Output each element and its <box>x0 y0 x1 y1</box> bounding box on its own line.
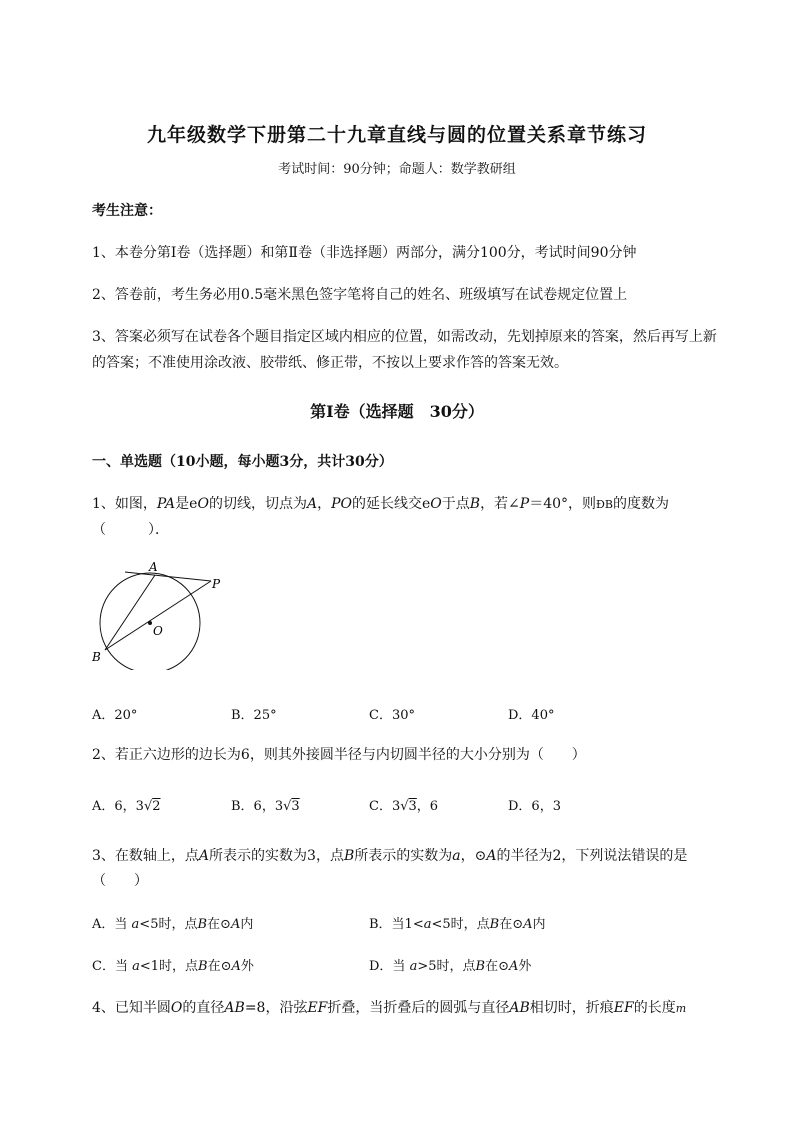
chord-ab <box>105 575 155 650</box>
question-1-text: 1、如图，PA是eO的切线，切点为A，PO的延长线交eO于点B，若∠P＝40°，则ÐB的度数为 <box>92 496 670 512</box>
label-p: P <box>212 577 221 591</box>
q2-option-a[interactable]: A．6，3√2 <box>92 799 161 814</box>
q2-option-b[interactable]: B．6，3√3 <box>231 799 300 814</box>
q1-option-d[interactable]: D．40° <box>508 708 555 723</box>
q1-option-b[interactable]: B．25° <box>231 708 277 723</box>
q2-option-d[interactable]: D．6，3 <box>508 799 561 814</box>
notice-item-2: 2、答卷前，考生务必用0.5毫米黑色签字笔将自己的姓名、班级填写在试卷规定位置上 <box>92 287 628 303</box>
question-3-text: 3、在数轴上，点A所表示的实数为3，点B所表示的实数为a，⊙A的半径为2，下列说法错误的是 <box>92 848 688 864</box>
question-3-blank: （ ） <box>92 873 148 889</box>
exam-info: 考试时间：90分钟；命题人：数学教研组 <box>278 162 516 177</box>
page-title: 九年级数学下册第二十九章直线与圆的位置关系章节练习 <box>146 124 647 146</box>
label-b: B <box>92 650 101 664</box>
question-1-blank: （ ）． <box>92 522 169 538</box>
part-heading: 一、单选题（10小题，每小题3分，共计30分） <box>92 454 393 470</box>
q1-option-c[interactable]: C．30° <box>369 708 415 723</box>
label-o: O <box>153 624 163 638</box>
question-2-text: 2、若正六边形的边长为6，则其外接圆半径与内切圆半径的大小分别为（ ） <box>92 747 586 763</box>
label-a: A <box>149 560 158 574</box>
q1-option-a[interactable]: A．20° <box>92 708 138 723</box>
notice-item-1: 1、本卷分第I卷（选择题）和第Ⅱ卷（非选择题）两部分，满分100分，考试时间90分钟 <box>92 245 637 261</box>
secant-line-pb <box>105 581 211 650</box>
question-4-text: 4、已知半圆O的直径AB=8，沿弦EF折叠，当折叠后的圆弧与直径AB相切时，折痕EF的长度m <box>92 1000 687 1016</box>
circle-tangent-figure <box>85 555 235 670</box>
notice-heading: 考生注意： <box>92 203 162 219</box>
q3-option-b[interactable]: B．当1<a<5时，点B在⊙A内 <box>369 917 546 932</box>
tangent-line-pa <box>125 572 211 581</box>
q2-option-c[interactable]: C．3√3，6 <box>369 799 439 814</box>
center-point-o <box>148 621 152 625</box>
q3-option-d[interactable]: D．当 a>5时，点B在⊙A外 <box>369 959 532 974</box>
notice-item-3-cont: 的答案；不准使用涂改液、胶带纸、修正带，不按以上要求作答的答案无效。 <box>92 355 568 371</box>
q3-option-c[interactable]: C．当 a<1时，点B在⊙A外 <box>92 959 254 974</box>
section-title: 第I卷（选择题 30分） <box>310 402 484 421</box>
notice-item-3: 3、答案必须写在试卷各个题目指定区域内相应的位置，如需改动，先划掉原来的答案，然后再写上新 <box>92 329 717 345</box>
q3-option-a[interactable]: A．当 a<5时，点B在⊙A内 <box>92 917 254 932</box>
